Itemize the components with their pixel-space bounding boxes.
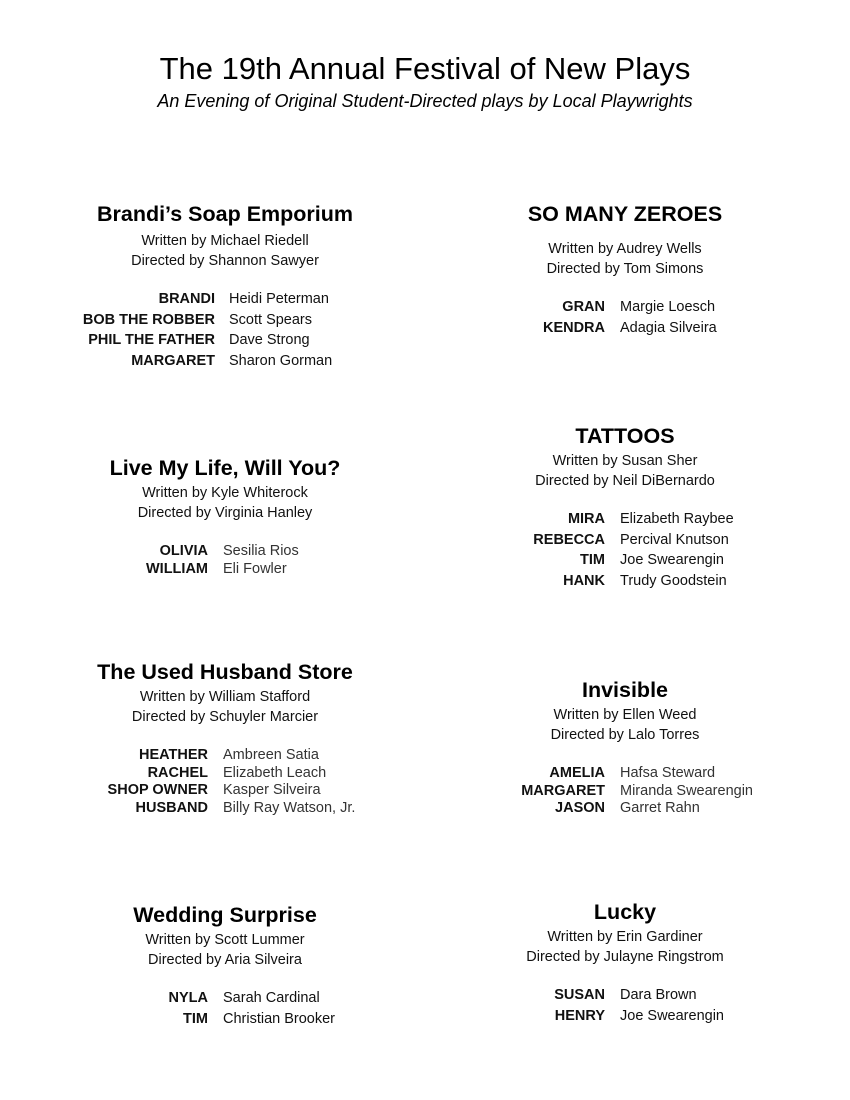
cast-row xyxy=(415,800,835,818)
play-block xyxy=(15,659,435,817)
cast-row xyxy=(15,782,435,800)
cast-row xyxy=(15,291,435,312)
actor-name: Joe Swearengin xyxy=(620,552,724,568)
actor-name: Kasper Silveira xyxy=(223,782,321,798)
actor-name: Elizabeth Raybee xyxy=(620,511,734,527)
actor-name: Adagia Silveira xyxy=(620,319,717,336)
play-title: The Used Husband Store xyxy=(97,660,353,684)
cast-list xyxy=(415,987,835,1028)
cast-list xyxy=(415,299,835,340)
character-name: HENRY xyxy=(554,1007,605,1024)
playwright-credit: Written by Ellen Weed xyxy=(553,707,697,723)
play-title: Live My Life, Will You? xyxy=(109,456,341,480)
actor-name: Hafsa Steward xyxy=(620,765,716,781)
actor-name: Eli Fowler xyxy=(223,560,287,577)
character-name: BRANDI xyxy=(158,291,215,307)
character-name: BOB THE ROBBER xyxy=(82,311,215,328)
actor-name: Garret Rahn xyxy=(620,800,700,816)
playwright-credit: Written by Susan Sher xyxy=(552,453,698,469)
cast-row xyxy=(415,511,835,532)
play-block xyxy=(415,423,835,593)
character-name: MARGARET xyxy=(131,352,215,369)
cast-row xyxy=(415,552,835,573)
director-credit: Directed by Lalo Torres xyxy=(550,727,700,743)
character-name: TIM xyxy=(580,552,605,568)
cast-row xyxy=(415,320,835,341)
play-title: TATTOOS xyxy=(575,424,675,448)
actor-name: Sharon Gorman xyxy=(229,352,333,369)
cast-list xyxy=(415,765,835,818)
actor-name: Christian Brooker xyxy=(223,1010,336,1027)
playwright-credit: Written by Michael Riedell xyxy=(141,233,309,249)
actor-name: Dave Strong xyxy=(229,332,310,348)
actor-name: Miranda Swearengin xyxy=(620,782,753,799)
actor-name: Ambreen Satia xyxy=(223,747,319,763)
cast-row xyxy=(15,332,435,353)
cast-list xyxy=(15,990,435,1031)
character-name: WILLIAM xyxy=(145,560,208,577)
actor-name: Elizabeth Leach xyxy=(223,764,327,781)
actor-name: Heidi Peterman xyxy=(229,291,329,307)
actor-name: Billy Ray Watson, Jr. xyxy=(223,799,356,816)
cast-row xyxy=(415,765,835,783)
character-name: MIRA xyxy=(567,511,605,527)
cast-row xyxy=(415,783,835,801)
cast-row xyxy=(15,353,435,374)
character-name: MARGARET xyxy=(521,782,605,799)
cast-row xyxy=(15,747,435,765)
play-title: Brandi’s Soap Emporium xyxy=(96,202,354,226)
cast-row xyxy=(415,532,835,553)
cast-list xyxy=(15,747,435,817)
director-credit: Directed by Aria Silveira xyxy=(148,952,302,968)
playwright-credit: Written by William Stafford xyxy=(139,689,311,705)
play-title: Lucky xyxy=(593,900,657,924)
page-title: The 19th Annual Festival of New Plays xyxy=(159,51,691,86)
cast-list xyxy=(15,543,435,578)
actor-name: Sarah Cardinal xyxy=(223,990,320,1006)
play-title: Invisible xyxy=(581,678,669,702)
director-credit: Directed by Tom Simons xyxy=(546,261,704,277)
cast-row xyxy=(415,299,835,320)
character-name: AMELIA xyxy=(549,765,605,781)
character-name: TIM xyxy=(183,1010,208,1027)
actor-name: Sesilia Rios xyxy=(223,543,299,559)
cast-row xyxy=(15,800,435,818)
director-credit: Directed by Schuyler Marcier xyxy=(131,709,319,725)
cast-row xyxy=(415,573,835,594)
cast-row xyxy=(15,765,435,783)
play-block xyxy=(415,677,835,818)
cast-row xyxy=(15,1011,435,1032)
director-credit: Directed by Virginia Hanley xyxy=(137,505,313,521)
character-name: SHOP OWNER xyxy=(107,782,208,798)
cast-row xyxy=(15,561,435,579)
playwright-credit: Written by Kyle Whiterock xyxy=(142,485,308,501)
cast-row xyxy=(15,990,435,1011)
character-name: RACHEL xyxy=(147,764,208,781)
actor-name: Trudy Goodstein xyxy=(620,572,727,589)
character-name: OLIVIA xyxy=(159,543,208,559)
actor-name: Margie Loesch xyxy=(620,299,716,315)
character-name: NYLA xyxy=(168,990,208,1006)
playwright-credit: Written by Erin Gardiner xyxy=(547,929,703,945)
character-name: HUSBAND xyxy=(135,799,208,816)
character-name: SUSAN xyxy=(554,987,605,1003)
actor-name: Scott Spears xyxy=(229,311,313,328)
director-credit: Directed by Julayne Ringstrom xyxy=(526,949,724,965)
actor-name: Joe Swearengin xyxy=(620,1007,724,1024)
cast-row xyxy=(15,312,435,333)
play-block xyxy=(415,201,835,340)
character-name: JASON xyxy=(555,800,605,816)
play-title: SO MANY ZEROES xyxy=(527,202,723,226)
character-name: GRAN xyxy=(562,299,605,315)
cast-list xyxy=(415,511,835,593)
cast-list xyxy=(15,291,435,373)
character-name: PHIL THE FATHER xyxy=(88,332,215,348)
play-block xyxy=(15,455,435,578)
play-block xyxy=(15,902,435,1031)
director-credit: Directed by Neil DiBernardo xyxy=(535,473,715,489)
character-name: REBECCA xyxy=(533,531,605,548)
cast-row xyxy=(15,543,435,561)
actor-name: Dara Brown xyxy=(620,987,697,1003)
play-block xyxy=(415,899,835,1028)
director-credit: Directed by Shannon Sawyer xyxy=(131,253,319,269)
page-subtitle: An Evening of Original Student-Directed plays by Local Playwrights xyxy=(157,91,693,111)
cast-row xyxy=(415,1008,835,1029)
character-name: HEATHER xyxy=(138,747,208,763)
playwright-credit: Written by Audrey Wells xyxy=(548,241,702,257)
playwright-credit: Written by Scott Lummer xyxy=(145,932,305,948)
character-name: HANK xyxy=(563,572,605,589)
cast-row xyxy=(415,987,835,1008)
character-name: KENDRA xyxy=(542,319,605,336)
play-block xyxy=(15,201,435,373)
play-title: Wedding Surprise xyxy=(133,903,317,927)
actor-name: Percival Knutson xyxy=(620,531,729,548)
